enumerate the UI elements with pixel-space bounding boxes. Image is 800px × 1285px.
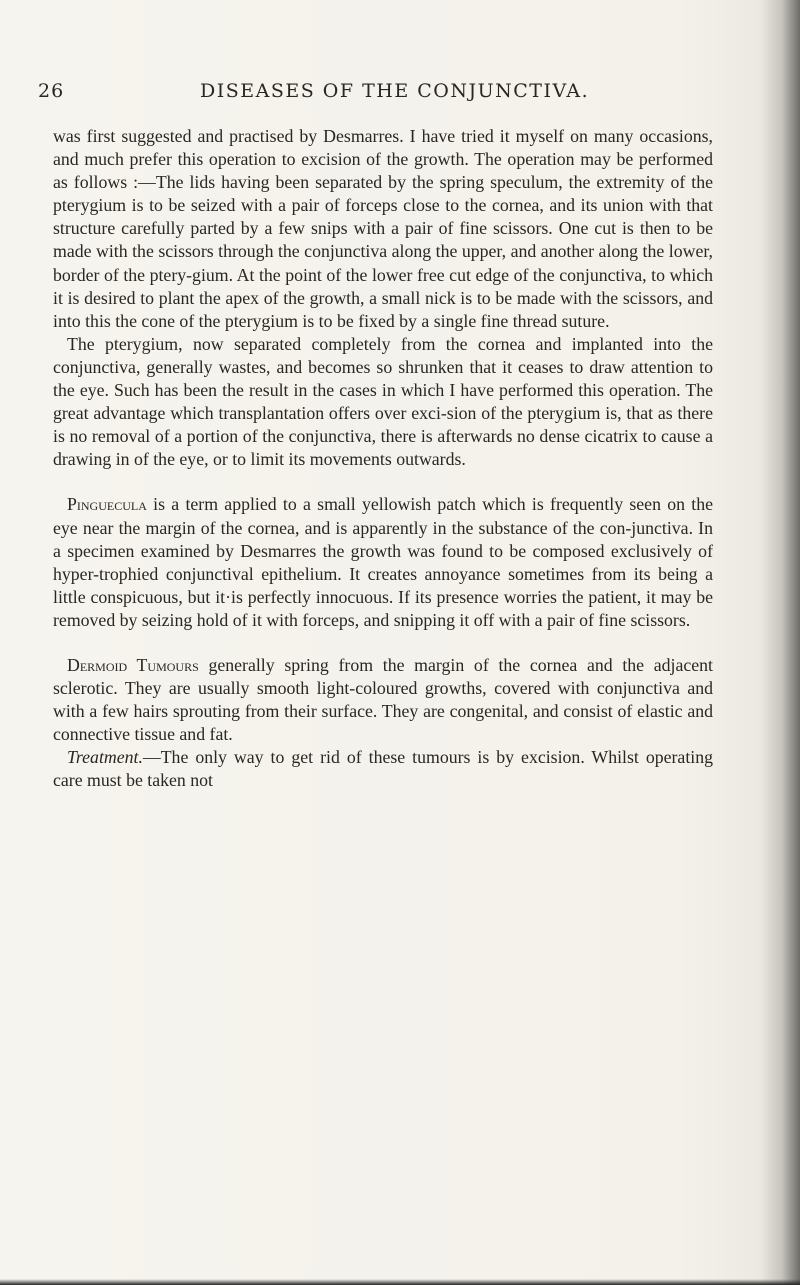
paragraph-transplantation-method: was first suggested and practised by Desmarres. I have tried it myself on many occasions, and much prefer this operation to excision of the growth. The operation may be performed as follows :—The lids having been separated by the spring speculum, the extremity of the pterygium is to be seized with a pair of forceps close to the cornea, and its union with that structure carefully parted by a few snips with a pair of fine scissors. One cut is then to be made with the scissors through the conjunctiva along the upper, and another along the lower, border of the ptery-gium. At the point of the lower free cut edge of the conjunctiva, to which it is desired to plant the apex of the growth, a small nick is to be made with the scissors, and into this the cone of the pterygium is to be fixed by a single fine thread suture.: [53, 126, 713, 331]
treatment-heading: Treatment.: [67, 747, 143, 768]
dermoid-tumours-text: generally spring from the margin of the cornea and the adjacent sclerotic. They are usually smooth light-coloured growths, covered with conjunctiva and with a few hairs sprouting from their surface. They are congenital, and consist of elastic and connective tissue and fat.: [53, 654, 713, 745]
paragraph-treatment: [53, 746, 713, 792]
page-number: 26: [38, 80, 65, 102]
body-text: [53, 125, 713, 793]
scan-bottom-edge: [0, 1279, 800, 1285]
dermoid-tumours-heading: Dermoid Tumours: [67, 654, 199, 675]
pinguecula-heading: Pinguecula: [67, 494, 147, 515]
scan-binding-shadow: [760, 0, 800, 1285]
running-header: [38, 80, 718, 110]
paragraph-pinguecula: [53, 493, 713, 632]
treatment-text: —The only way to get rid of these tumours is by excision. Whilst operating care must be taken not: [53, 747, 713, 791]
pinguecula-text: is a term applied to a small yellowish patch which is frequently seen on the eye near the margin of the cornea, and is apparently in the substance of the con-junctiva. In a specimen examined by Desmarres the growth was found to be composed exclusively of hyper-trophied conjunctival epithelium. It creates annoyance sometimes from its being a little conspicuous, but it·is perfectly innocuous. If its presence worries the patient, it may be removed by seizing hold of it with forceps, and snipping it off with a pair of fine scissors.: [53, 494, 713, 630]
paragraph-dermoid-tumours: [53, 654, 713, 746]
paragraph-transplantation-result: The pterygium, now separated completely from the cornea and implanted into the conjunctiva, generally wastes, and becomes so shrunken that it ceases to draw attention to the eye. Such has been the result in the cases in which I have performed this operation. The great advantage which transplantation offers over exci-sion of the pterygium is, that as there is no removal of a portion of the conjunctiva, there is afterwards no dense cicatrix to cause a drawing in of the eye, or to limit its movements outwards.: [53, 333, 713, 470]
running-title: DISEASES OF THE CONJUNCTIVA.: [200, 80, 590, 102]
